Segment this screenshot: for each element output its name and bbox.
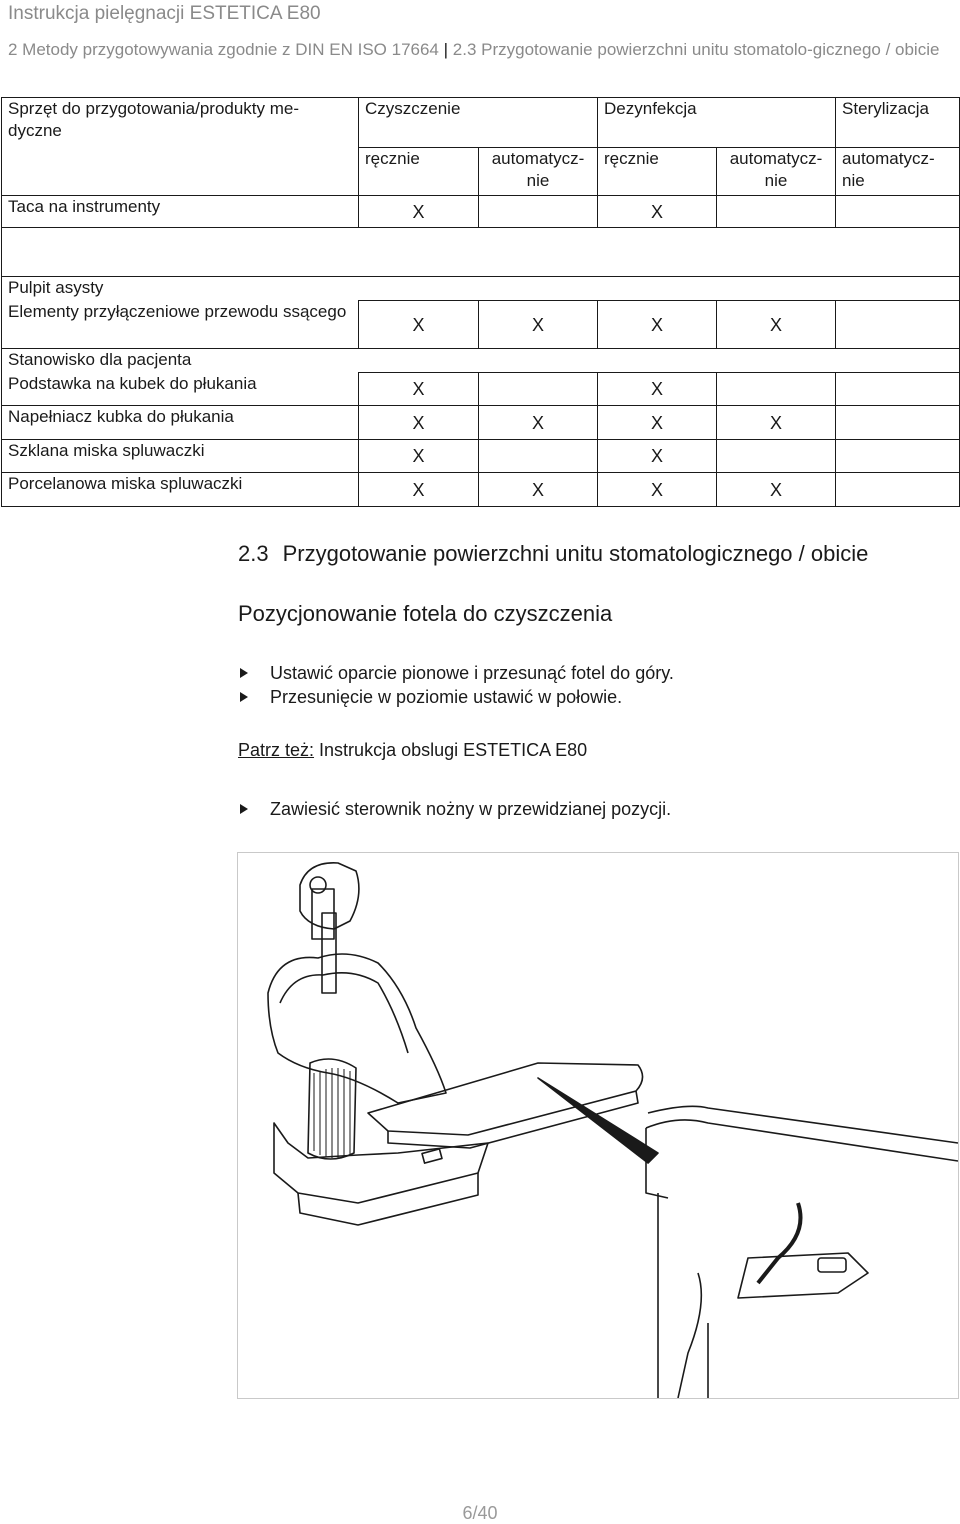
table-row: [2, 473, 960, 507]
row-label: Elementy przyłączeniowe przewodu ssącego: [2, 301, 359, 349]
cell-cleaning-manual: X: [359, 473, 479, 507]
section-heading: [238, 541, 868, 567]
cell-disinfection-auto: X: [717, 473, 836, 507]
cell-disinfection-auto: X: [717, 406, 836, 440]
instruction-list: [238, 797, 671, 821]
cell-sterilization-auto: [836, 373, 960, 406]
sub-cleaning-auto: automatycz-nie: [479, 148, 598, 196]
bullet-triangle-icon: [240, 692, 248, 702]
detail-cable: [758, 1203, 801, 1283]
cell-cleaning-manual: X: [359, 196, 479, 228]
instruction-list: [238, 661, 674, 709]
breadcrumb-chapter: 2 Metody przygotowywania zgodnie z DIN EN ISO 17664: [8, 40, 439, 59]
see-also: [238, 740, 587, 761]
cell-disinfection-manual: X: [598, 440, 717, 473]
cell-cleaning-auto: X: [479, 473, 598, 507]
headrest-shape: [300, 863, 359, 929]
group-patient: Stanowisko dla pacjenta: [2, 349, 960, 373]
cell-cleaning-manual: X: [359, 301, 479, 349]
cell-disinfection-manual: X: [598, 301, 717, 349]
table-row: [2, 196, 960, 228]
sub-cleaning-manual: ręcznie: [359, 148, 479, 196]
base-plinth: [298, 1173, 478, 1225]
row-label: Taca na instrumenty: [2, 196, 359, 228]
breadcrumb: [8, 38, 952, 62]
group-row: [2, 277, 960, 301]
cell-disinfection-auto: X: [717, 301, 836, 349]
foot-control-slot: [422, 1149, 442, 1163]
cell-cleaning-auto: [479, 440, 598, 473]
empty-row: [2, 228, 960, 277]
list-item: Ustawić oparcie pionowe i przesunąć fotel do góry.: [238, 661, 674, 685]
section-number: 2.3: [238, 541, 269, 566]
breadcrumb-separator: |: [443, 40, 449, 59]
subsection-heading: Pozycjonowanie fotela do czyszczenia: [238, 601, 613, 626]
row-label: Porcelanowa miska spluwaczki: [2, 473, 359, 507]
row-label: Podstawka na kubek do płukania: [2, 373, 359, 406]
dental-chair-drawing: [238, 853, 958, 1398]
cell-disinfection-manual: X: [598, 473, 717, 507]
foot-control-pedal: [818, 1258, 846, 1272]
section-title: Przygotowanie powierzchni unitu stomatologicznego / obicie: [282, 541, 869, 566]
cell-cleaning-manual: X: [359, 406, 479, 440]
header-sterilization: Sterylizacja: [836, 98, 960, 148]
cell-cleaning-manual: X: [359, 440, 479, 473]
cell-cleaning-auto: [479, 373, 598, 406]
list-item: Zawiesić sterownik nożny w przewidzianej pozycji.: [238, 797, 671, 821]
detail-hose: [678, 1273, 701, 1398]
group-row: [2, 349, 960, 373]
table-row: [2, 406, 960, 440]
backrest-shape: [268, 954, 446, 1103]
cell-cleaning-auto: X: [479, 406, 598, 440]
cell-disinfection-manual: X: [598, 196, 717, 228]
cell-disinfection-auto: [717, 196, 836, 228]
callout-pointer: [538, 1078, 658, 1163]
detail-seat-edge-lower: [646, 1120, 958, 1161]
cell-sterilization-auto: [836, 301, 960, 349]
see-also-label: Patrz też:: [238, 740, 315, 760]
preparation-table: [1, 97, 960, 507]
cell-sterilization-auto: [836, 440, 960, 473]
detail-bracket: [646, 1128, 668, 1198]
headrest-knob-icon: [310, 877, 326, 893]
bullet-triangle-icon: [240, 804, 248, 814]
document-title: Instrukcja pielęgnacji ESTETICA E80: [8, 3, 321, 24]
table-row: [2, 301, 960, 349]
row-label: Napełniacz kubka do płukania: [2, 406, 359, 440]
header-cleaning: Czyszczenie: [359, 98, 598, 148]
row-label: Szklana miska spluwaczki: [2, 440, 359, 473]
backrest-seam: [280, 973, 408, 1053]
foot-control: [738, 1253, 868, 1298]
cell-disinfection-manual: X: [598, 373, 717, 406]
headrest-post: [312, 889, 334, 939]
cell-disinfection-auto: [717, 440, 836, 473]
sub-disinfection-manual: ręcznie: [598, 148, 717, 196]
page-number: 6/40: [462, 1503, 498, 1523]
cell-sterilization-auto: [836, 473, 960, 507]
chair-illustration: [237, 852, 959, 1399]
table-row: [2, 440, 960, 473]
table-row: [2, 373, 960, 406]
sub-sterilization-auto: automatycz-nie: [836, 148, 960, 196]
cell-cleaning-auto: [479, 196, 598, 228]
breadcrumb-section: 2.3 Przygotowanie powierzchni unitu stomatolo-gicznego / obicie: [452, 40, 940, 59]
cell-sterilization-auto: [836, 406, 960, 440]
cell-sterilization-auto: [836, 196, 960, 228]
group-assistant: Pulpit asysty: [2, 277, 960, 301]
cell-disinfection-manual: X: [598, 406, 717, 440]
see-also-link[interactable]: Instrukcja obslugi ESTETICA E80: [319, 740, 588, 760]
header-equipment: Sprzęt do przygotowania/produkty me-dyczne: [2, 98, 359, 196]
cell-cleaning-auto: X: [479, 301, 598, 349]
header-disinfection: Dezynfekcja: [598, 98, 836, 148]
list-item: Przesunięcie w poziomie ustawić w połowie.: [238, 685, 674, 709]
cell-disinfection-auto: [717, 373, 836, 406]
bullet-triangle-icon: [240, 668, 248, 678]
cell-cleaning-manual: X: [359, 373, 479, 406]
sub-disinfection-auto: automatycz-nie: [717, 148, 836, 196]
